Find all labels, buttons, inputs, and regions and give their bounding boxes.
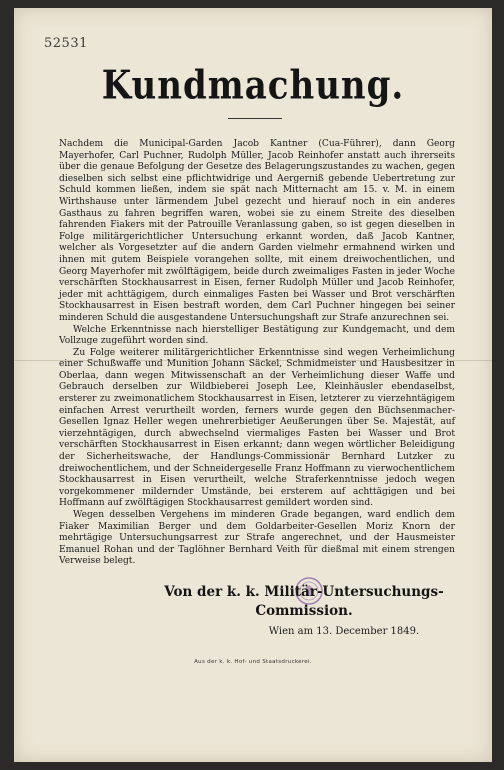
date-line: Wien am 13. December 1849. <box>268 626 420 637</box>
title-rule <box>228 118 282 119</box>
paragraph-2: Welche Erkenntnisse nach hierstelliger Bestätigung zur Kundgemacht, und dem Vollzuge zugeführt worden sind. <box>59 324 455 347</box>
printer-imprint: Aus der k. k. Hof- und Staatsdruckerei. <box>194 659 312 665</box>
paragraph-1: Nachdem die Municipal-Garden Jacob Kantner (Cua-Führer), dann Georg Mayerhofer, Carl Puchner, Rudolph Müller, Jacob Reinhofer anstatt auch ihrerseits über die genaue Befolgung der Gesetze des Belagerungszustandes zu wachen, gegen dieselben sich selbst eine pflichtwidrige und Aergerniß gebende Uebertretung zur Schuld kommen ließen, indem sie spät nach Mitternacht am 15. v. M. in einem Wirthshause unter lärmendem Jubel gezecht und hierauf noch in ein anderes Gasthaus zu fahren begriffen waren, wobei sie zu einem Streite des dieselben fahrenden Fiakers mit der Patrouille Veranlassung gaben, so ist gegen dieselben in Folge militärgerichtlicher Untersuchung erkannt worden, daß Jacob Kantner, welcher als Vorgesetzter auf die andern Garden vielmehr ermahnend wirken und ihnen mit gutem Beispiele vorangehen sollte, mit einem dreiwochentlichen, und Georg Mayerhofer mit zwölftägigem, beide durch zweimaliges Fasten in jeder Woche verschärften Stockhausarrest in Eisen, ferner Rudolph Müller und Jacob Reinhofer, jeder mit achttägigem, durch einmaliges Fasten bei Wasser und Brot verschärften Stockhausarrest in Eisen bestraft worden, dem Carl Puchner hingegen bei seiner minderen Schuld die ausgestandene Untersuchungshaft zur Strafe anzurechnen sei. <box>59 139 455 323</box>
signature-line-2: Commission. <box>255 603 353 619</box>
announcement-body <box>59 139 455 568</box>
paragraph-3: Zu Folge weiterer militärgerichtlicher Erkenntnisse sind wegen Verheimlichung einer Schußwaffe und Munition Johann Säckel, Schmidmeister und Hausbesitzer in Oberlaa, dann wegen Mitwissenschaft an der Verheimlichung dieser Waffe und Gebrauch derselben zur Wildbieberei Joseph Lee, Kleinhäusler ebendaselbst, ersterer zu zweimonatlichem Stockhausarrest in Eisen, letzterer zu vierzehntägigem einfachen Arrest verurtheilt worden, ferners wurde gegen den Büchsenmacher-Gesellen Ignaz Heller wegen unehrerbietiger Aeußerungen über Se. Majestät, auf vierzehntägigen, durch abwechselnd viermaliges Fasten bei Wasser und Brot verschärften Stockhausarrest in Eisen erkannt; dann wegen wörtlicher Beleidigung der Sicherheitswache, der Handlungs-Commissionär Bernhard Lutzker zu dreiwochentlichem, und der Schneidergeselle Franz Hoffmann zu vierwochentlichem Stockhausarrest in Eisen verurtheilt, welche Straferkenntnisse jedoch wegen vorgekommener mildernder Umstände, bei ersterem auf achttägigen und bei Hoffmann auf zwölftägigen Stockhausarrest gemildert worden sind. <box>59 347 455 509</box>
poster-sheet <box>14 8 492 762</box>
paragraph-4: Wegen desselben Vergehens im minderen Grade begangen, ward endlich dem Fiaker Maximilian Berger und dem Goldarbeiter-Gesellen Moriz Knorn der mehrtägige Untersuchungsarrest zur Strafe angerechnet, und der Hausmeister Emanuel Rohan und der Taglöhner Bernhard Veith für dießmal mit einem strengen Verweise belegt. <box>59 510 455 567</box>
signature-line-1: Von der k. k. Militär-Untersuchungs- <box>164 584 444 600</box>
inventory-number: 52531 <box>44 36 88 51</box>
signature-block <box>154 583 454 621</box>
page-title: Kundmachung. <box>101 63 405 109</box>
